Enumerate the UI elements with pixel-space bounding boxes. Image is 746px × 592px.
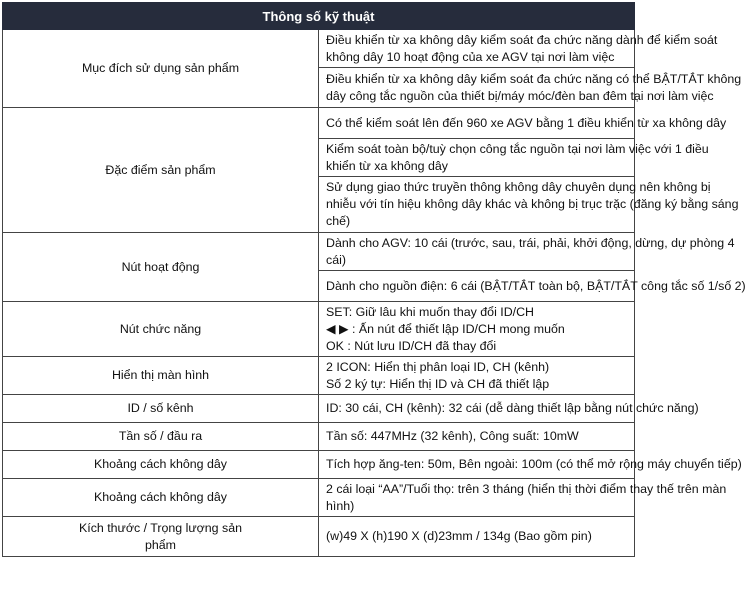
spec-value-line: Tần số: 447MHz (32 kênh), Công suất: 10mW [326,429,579,443]
spec-value-line: Kiểm soát toàn bộ/tuỳ chọn công tắc nguồn tại nơi làm việc với 1 điều [326,141,709,156]
spec-label: Nút hoạt động [3,233,319,302]
spec-value [319,357,635,395]
spec-value-line: Số 2 ký tự: Hiển thị ID và CH đã thiết lập [326,376,550,391]
spec-value-line: nhiễu với tín hiệu không dây khác và không bị trục trặc (đăng ký bằng sáng [326,197,739,211]
spec-value-line: (w)49 X (h)190 X (d)23mm / 134g (Bao gồm pin) [326,529,592,543]
spec-value-line: ◀ ▶ : Ấn nút để thiết lập ID/CH mong muốn [326,321,565,336]
spec-label: Tần số / đầu ra [3,423,319,451]
spec-table [2,2,746,557]
spec-value-line: dây công tắc nguồn của thiết bị/máy móc/đèn ban đêm tại nơi làm việc [326,88,714,103]
spec-value-line: Sử dụng giao thức truyền thông không dây chuyên dụng nên không bị [326,180,711,194]
spec-value-line: OK : Nút lưu ID/CH đã thay đổi [326,338,497,353]
table-row [3,30,635,68]
table-row [3,423,635,451]
spec-value [319,423,635,451]
spec-value [319,108,727,139]
spec-value [319,395,699,423]
spec-label: Khoảng cách không dây [3,451,319,479]
table-row [3,395,635,423]
spec-value-line: chế) [326,214,351,228]
table-body [3,30,746,557]
spec-label: Đặc điểm sản phẩm [3,108,319,233]
table-row [3,357,635,395]
spec-value-line: 2 ICON: Hiển thị phân loại ID, CH (kênh) [326,359,550,374]
table-row [3,451,635,479]
spec-label: Nút chức năng [3,302,319,357]
table-row [3,233,635,271]
table-row [3,479,635,517]
spec-value [319,30,718,68]
spec-value-line: khiển từ xa không dây [326,158,448,173]
spec-label: Khoảng cách không dây [3,479,319,517]
spec-value-line: 2 cái loại “AA”/Tuổi thọ: trên 3 tháng (hiển thị thời điểm thay thế trên màn [326,481,727,496]
spec-value-line: không dây 10 hoạt động của xe AGV tại nơi làm việc [326,49,615,64]
spec-label: ID / số kênh [3,395,319,423]
spec-label-line: Kích thước / Trọng lượng sản [78,520,242,535]
spec-value-line: cái) [326,252,346,267]
spec-value-line: Điều khiển từ xa không dây kiểm soát đa chức năng có thể BẬT/TẮT không [326,71,742,86]
spec-value [319,479,727,517]
spec-value [319,451,742,479]
spec-value-line: Dành cho nguồn điện: 6 cái (BẬT/TẮT toàn bộ, BẬT/TẮT công tắc số 1/số 2) [326,278,746,293]
table-row [3,517,635,557]
table-title: Thông số kỹ thuật [3,3,635,30]
spec-table-container [2,2,746,557]
spec-value-line: ID: 30 cái, CH (kênh): 32 cái (dễ dàng thiết lập bằng nút chức năng) [326,401,699,415]
spec-value-line: SET: Giữ lâu khi muốn thay đổi ID/CH [326,304,535,319]
spec-value-line: Có thể kiểm soát lên đến 960 xe AGV bằng 1 điều khiển từ xa không dây [326,115,727,130]
table-row [3,108,635,139]
spec-value [319,271,746,302]
spec-value [319,517,635,557]
spec-value-line: Dành cho AGV: 10 cái (trước, sau, trái, phải, khởi động, dừng, dự phòng 4 [326,235,735,250]
spec-value-line: Điều khiển từ xa không dây kiểm soát đa chức năng dành để kiểm soát [326,32,718,47]
table-header-row [3,3,635,30]
spec-label: Hiển thị màn hình [3,357,319,395]
spec-value [319,233,735,271]
spec-label: Mục đích sử dụng sản phẩm [3,30,319,108]
spec-value-line: hình) [326,498,355,513]
spec-label [3,517,319,557]
spec-value [319,302,635,357]
spec-label-line: phẩm [145,537,176,552]
spec-value [319,139,709,177]
spec-value-line: Tích hợp ăng-ten: 50m, Bên ngoài: 100m (có thể mở rộng máy chuyển tiếp) [326,457,742,471]
spec-value [319,177,739,233]
spec-value [319,68,742,108]
table-row [3,302,635,357]
